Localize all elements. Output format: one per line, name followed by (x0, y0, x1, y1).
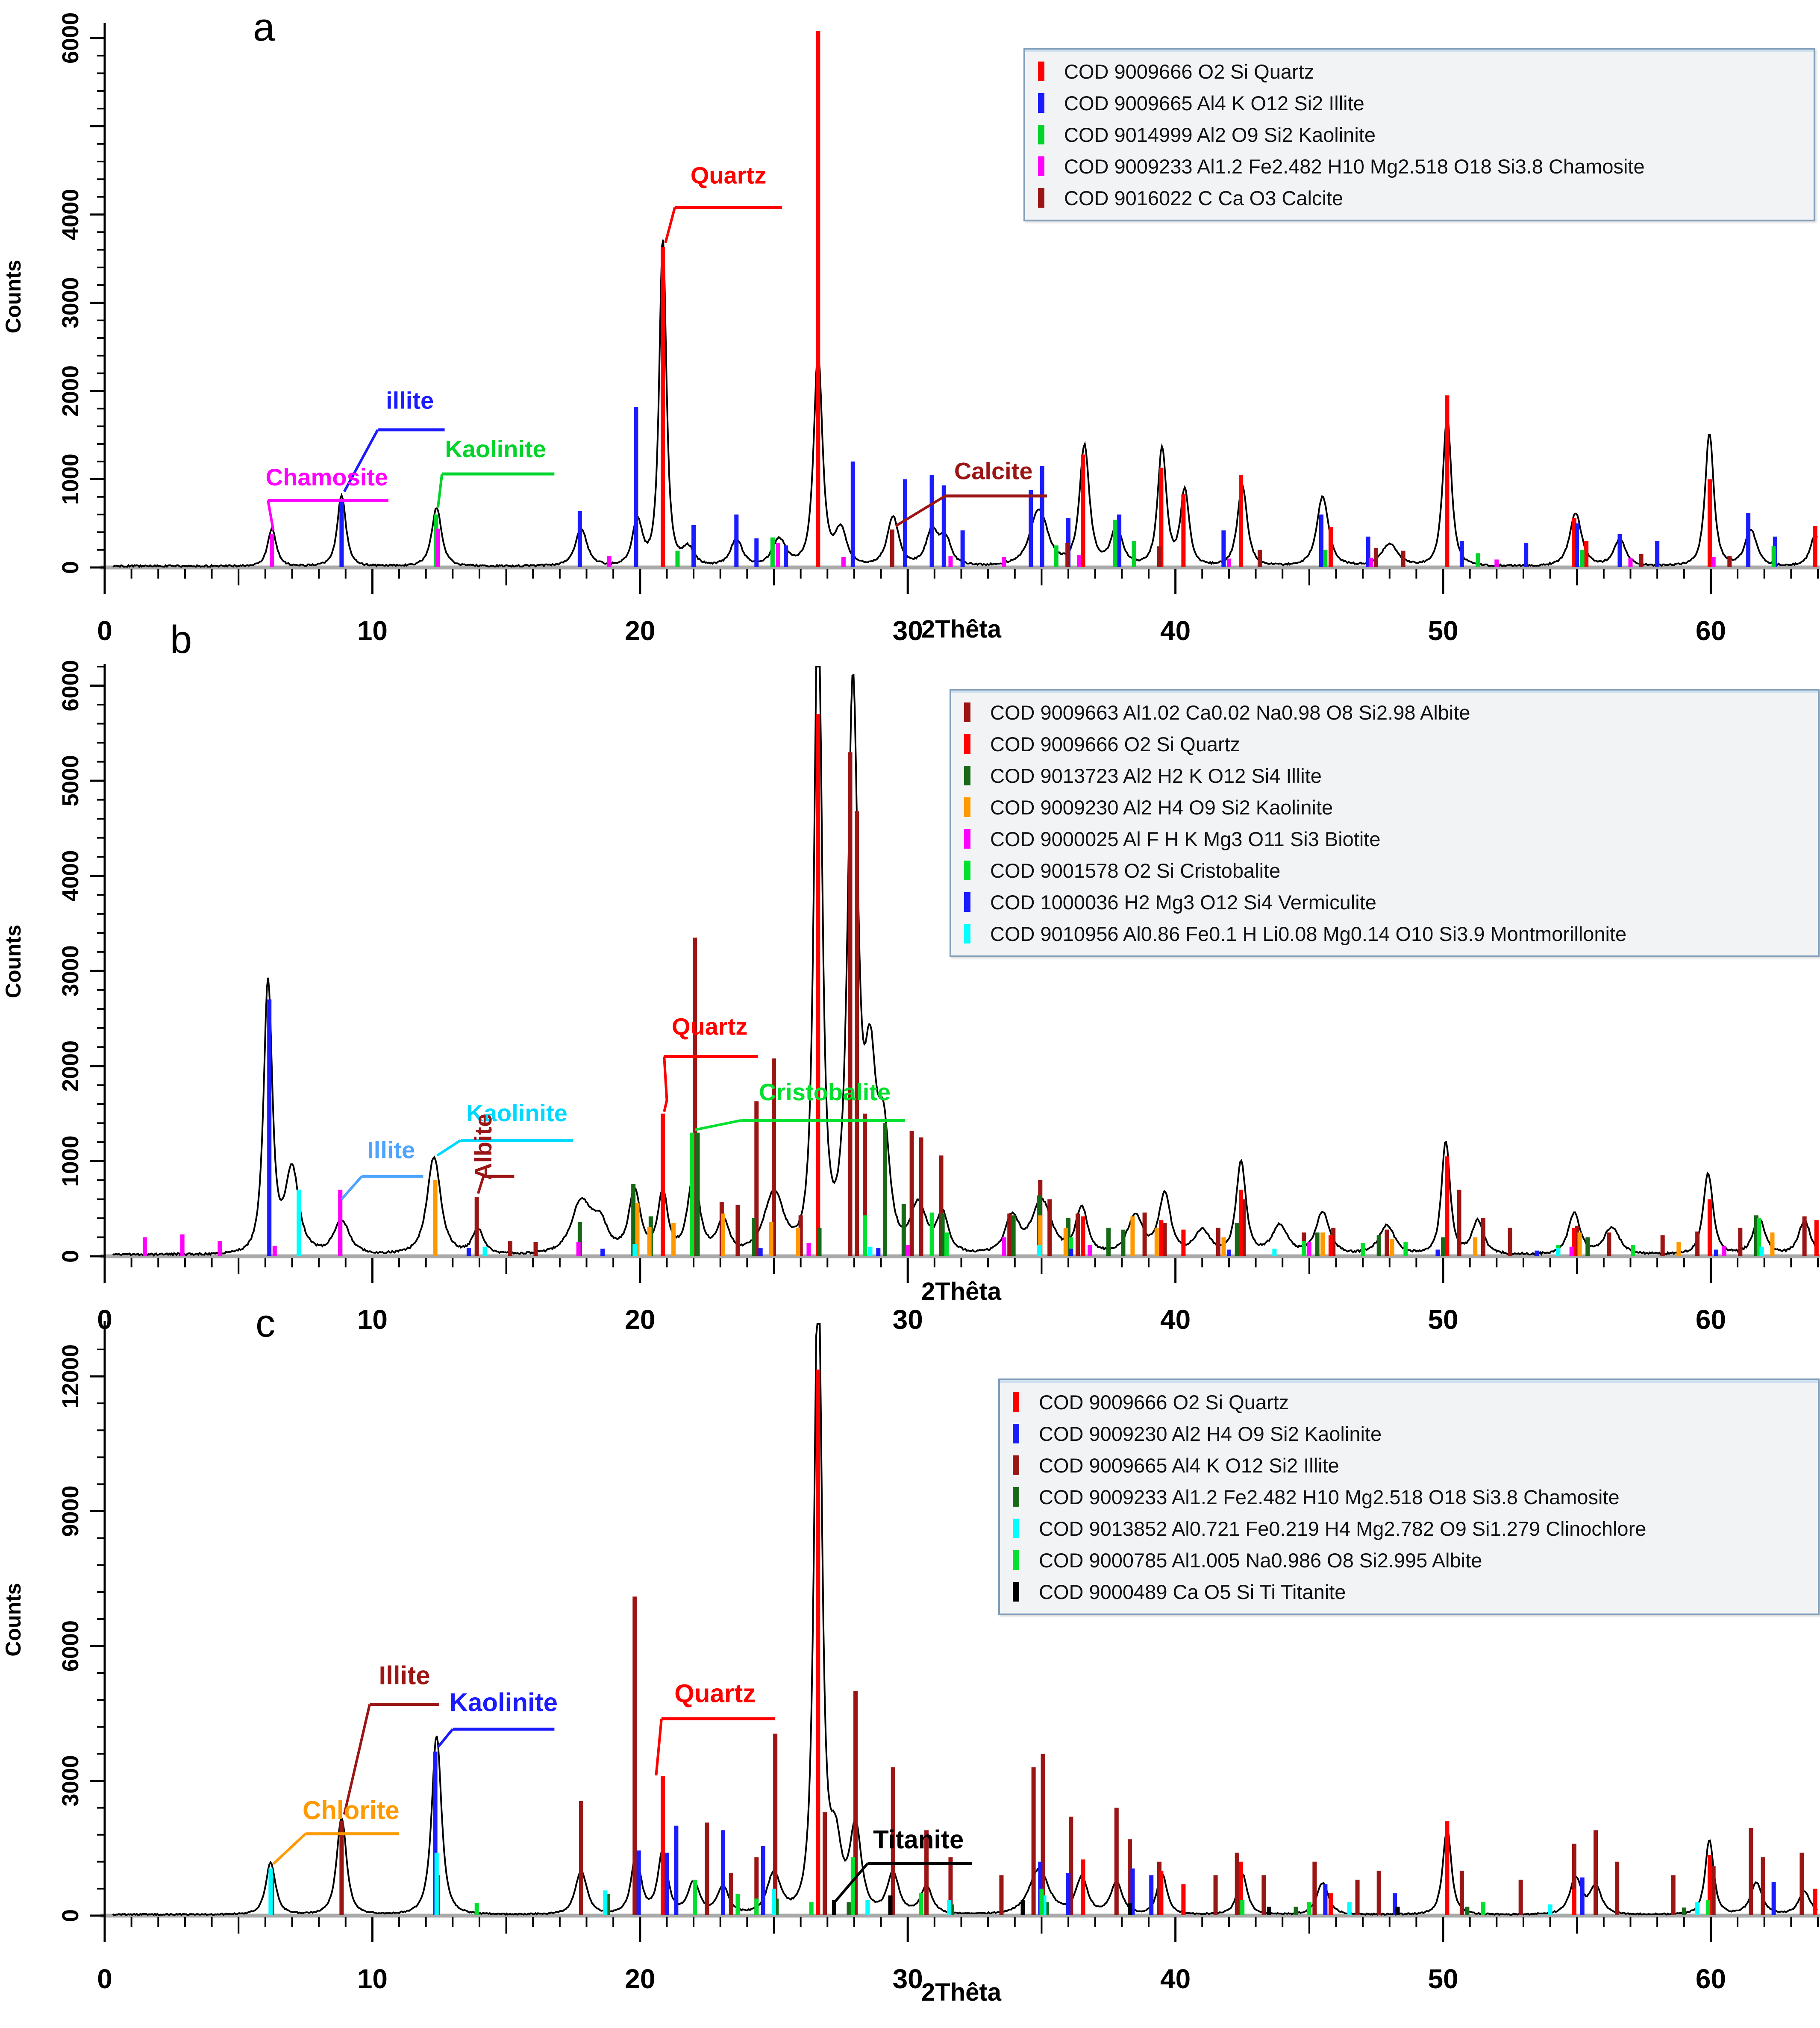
legend-label: COD 1000036 H2 Mg3 O12 Si4 Vermiculite (990, 891, 1376, 914)
legend-label: COD 9009663 Al1.02 Ca0.02 Na0.98 O8 Si2.98 Albite (990, 701, 1470, 724)
legend-item (1038, 56, 1802, 87)
y-tick-label: 2000 (58, 1040, 83, 1092)
y-tick-label: 4000 (58, 188, 84, 241)
legend-color-swatch (1013, 1455, 1019, 1475)
annotation-quartz (656, 1679, 775, 1775)
x-tick-label: 40 (1160, 615, 1191, 646)
legend-item (964, 886, 1807, 918)
annotation-kaolinite (438, 435, 554, 508)
legend-label: COD 9014999 Al2 O9 Si2 Kaolinite (1064, 123, 1376, 146)
legend-item (964, 918, 1807, 949)
sticks-illite (341, 1596, 1802, 1915)
annotation-label: Albite (470, 1114, 497, 1180)
sticks-chamosite (272, 1875, 1684, 1915)
sticks-chamosite (272, 529, 1714, 567)
sticks-illite (341, 407, 1775, 567)
y-tick-label: 5000 (58, 755, 83, 807)
x-tick-label: 10 (357, 1304, 388, 1335)
annotation-label: illite (386, 387, 434, 414)
legend-item (964, 855, 1807, 886)
legend-item (1013, 1544, 1807, 1576)
annotation-cristobalite (695, 1079, 905, 1130)
legend-color-swatch (1013, 1582, 1019, 1602)
panel-a-x-axis-title: 2Thêta (921, 615, 1001, 643)
y-tick-label: 0 (58, 561, 83, 574)
annotation-label: Kaolinite (449, 1688, 558, 1717)
legend-label: COD 9009665 Al4 K O12 Si2 Illite (1064, 91, 1364, 115)
legend-label: COD 9009230 Al2 H4 O9 Si2 Kaolinite (1039, 1422, 1382, 1445)
panel-c-x-axis-title: 2Thêta (921, 1978, 1001, 2006)
annotation-label: Titanite (873, 1825, 964, 1854)
annotation-kaolinite (437, 1099, 573, 1155)
annotation-label: Quartz (690, 162, 767, 189)
legend-item (1013, 1481, 1807, 1513)
legend-item (1038, 182, 1802, 214)
legend-color-swatch (964, 829, 970, 849)
annotation-label: Kaolinite (445, 435, 546, 462)
y-tick-label: 3000 (58, 277, 83, 329)
panel-b-letter: b (170, 618, 192, 661)
x-tick-label: 40 (1160, 1304, 1191, 1335)
x-tick-label: 40 (1160, 1963, 1191, 1994)
y-tick-label: 6000 (58, 660, 83, 711)
y-tick-label: 1000 (58, 453, 83, 505)
y-tick-label: 6000 (58, 1620, 83, 1672)
legend-panel-a (1023, 48, 1815, 221)
annotation-label: Illite (379, 1661, 430, 1690)
y-tick-label: 9000 (58, 1485, 83, 1537)
annotation-label: Kaolinite (466, 1099, 567, 1126)
x-tick-label: 20 (625, 615, 656, 646)
y-tick-label: 12000 (58, 1344, 83, 1409)
legend-item (964, 760, 1807, 791)
legend-color-swatch (964, 861, 970, 880)
y-tick-label: 0 (58, 1909, 83, 1922)
legend-color-swatch (1013, 1424, 1019, 1443)
annotation-quartz (664, 1013, 758, 1111)
legend-item (1038, 150, 1802, 182)
legend-label: COD 9000025 Al F H K Mg3 O11 Si3 Biotite (990, 827, 1381, 850)
legend-color-swatch (964, 892, 970, 912)
annotation-calcite (896, 457, 1047, 526)
legend-item (964, 823, 1807, 855)
x-tick-label: 50 (1428, 1963, 1458, 1994)
x-tick-label: 60 (1695, 1963, 1726, 1994)
legend-color-swatch (1013, 1519, 1019, 1538)
panel-c-y-axis-title: Counts (1, 1583, 25, 1657)
legend-label: COD 9009233 Al1.2 Fe2.482 H10 Mg2.518 O18 Si3.8 Chamosite (1039, 1485, 1620, 1508)
legend-item (964, 728, 1807, 760)
legend-color-swatch (1038, 93, 1044, 113)
x-tick-label: 60 (1695, 1304, 1726, 1335)
annotation-label: Quartz (671, 1013, 748, 1040)
legend-color-swatch (1013, 1487, 1019, 1507)
legend-item (1013, 1513, 1807, 1544)
legend-label: COD 9013852 Al0.721 Fe0.219 H4 Mg2.782 O9 Si1.279 Clinochlore (1039, 1517, 1647, 1540)
legend-label: COD 9013723 Al2 H2 K O12 Si4 Illite (990, 764, 1322, 787)
legend-color-swatch (1013, 1392, 1019, 1412)
legend-color-swatch (1013, 1550, 1019, 1570)
legend-label: COD 9000489 Ca O5 Si Ti Titanite (1039, 1580, 1346, 1603)
legend-color-swatch (1038, 125, 1044, 144)
legend-color-swatch (1038, 188, 1044, 208)
legend-label: COD 9009233 Al1.2 Fe2.482 H10 Mg2.518 O18 Si3.8 Chamosite (1064, 155, 1645, 178)
x-tick-label: 10 (357, 615, 388, 646)
legend-item (1038, 119, 1802, 150)
legend-label: COD 9009230 Al2 H4 O9 Si2 Kaolinite (990, 796, 1333, 819)
legend-label: COD 9001578 O2 Si Cristobalite (990, 859, 1281, 882)
annotation-illite (341, 1137, 423, 1199)
legend-color-swatch (964, 797, 970, 817)
annotation-label: Cristobalite (759, 1078, 891, 1105)
x-tick-label: 30 (892, 615, 923, 646)
legend-label: COD 9010956 Al0.86 Fe0.1 H Li0.08 Mg0.14 O10 Si3.9 Montmorillonite (990, 922, 1627, 945)
legend-item (1013, 1418, 1807, 1449)
annotation-kaolinite (438, 1688, 558, 1747)
x-tick-label: 0 (97, 1963, 112, 1994)
annotation-label: Calcite (954, 457, 1033, 485)
x-tick-label: 20 (625, 1304, 656, 1335)
legend-label: COD 9016022 C Ca O3 Calcite (1064, 186, 1344, 209)
measured-trace-a (113, 240, 1817, 567)
annotation-label: Chlorite (302, 1796, 400, 1825)
legend-item (1038, 87, 1802, 119)
x-tick-label: 10 (357, 1963, 388, 1994)
annotation-quartz (665, 162, 782, 243)
legend-label: COD 9009666 O2 Si Quartz (1064, 60, 1314, 83)
panel-c-letter: c (256, 1302, 275, 1345)
legend-item (1013, 1449, 1807, 1481)
y-tick-label: 0 (58, 1249, 83, 1263)
annotation-chamosite (266, 464, 388, 530)
panel-a-y-axis-title: Counts (1, 259, 25, 334)
x-tick-label: 20 (625, 1963, 656, 1994)
y-tick-label: 3000 (58, 1755, 83, 1807)
legend-item (964, 791, 1807, 823)
y-tick-label: 3000 (58, 945, 83, 997)
annotation-label: Illite (367, 1136, 415, 1164)
legend-color-swatch (964, 734, 970, 754)
y-tick-label: 4000 (58, 850, 83, 902)
y-tick-label: 6000 (58, 12, 83, 64)
legend-panel-b (950, 689, 1820, 957)
legend-color-swatch (1038, 62, 1044, 81)
annotation-label: Chamosite (265, 463, 388, 491)
legend-color-swatch (964, 766, 970, 785)
x-tick-label: 0 (97, 615, 112, 646)
x-tick-label: 30 (892, 1963, 923, 1994)
legend-item (1013, 1576, 1807, 1608)
legend-label: COD 9009665 Al4 K O12 Si2 Illite (1039, 1454, 1339, 1477)
y-tick-label: 2000 (58, 365, 83, 417)
x-tick-label: 0 (97, 1304, 112, 1335)
legend-label: COD 9009666 O2 Si Quartz (1039, 1390, 1289, 1414)
y-tick-label: 1000 (58, 1135, 83, 1187)
annotation-label: Quartz (674, 1679, 756, 1708)
annotation-illite (344, 1661, 439, 1814)
x-tick-label: 60 (1695, 615, 1726, 646)
x-tick-label: 50 (1428, 615, 1458, 646)
legend-color-swatch (1038, 156, 1044, 176)
legend-color-swatch (964, 702, 970, 722)
x-tick-label: 30 (892, 1304, 923, 1335)
legend-panel-c (998, 1378, 1820, 1615)
panel-a-letter: a (253, 6, 275, 49)
legend-item (1013, 1386, 1807, 1418)
sticks-biotite (145, 1190, 1724, 1256)
legend-item (964, 697, 1807, 728)
panel-b-y-axis-title: Counts (1, 924, 25, 999)
legend-color-swatch (964, 924, 970, 943)
x-tick-label: 50 (1428, 1304, 1458, 1335)
legend-label: COD 9009666 O2 Si Quartz (990, 732, 1241, 755)
legend-label: COD 9000785 Al1.005 Na0.986 O8 Si2.995 Albite (1039, 1549, 1482, 1572)
panel-b-x-axis-title: 2Thêta (921, 1278, 1001, 1305)
